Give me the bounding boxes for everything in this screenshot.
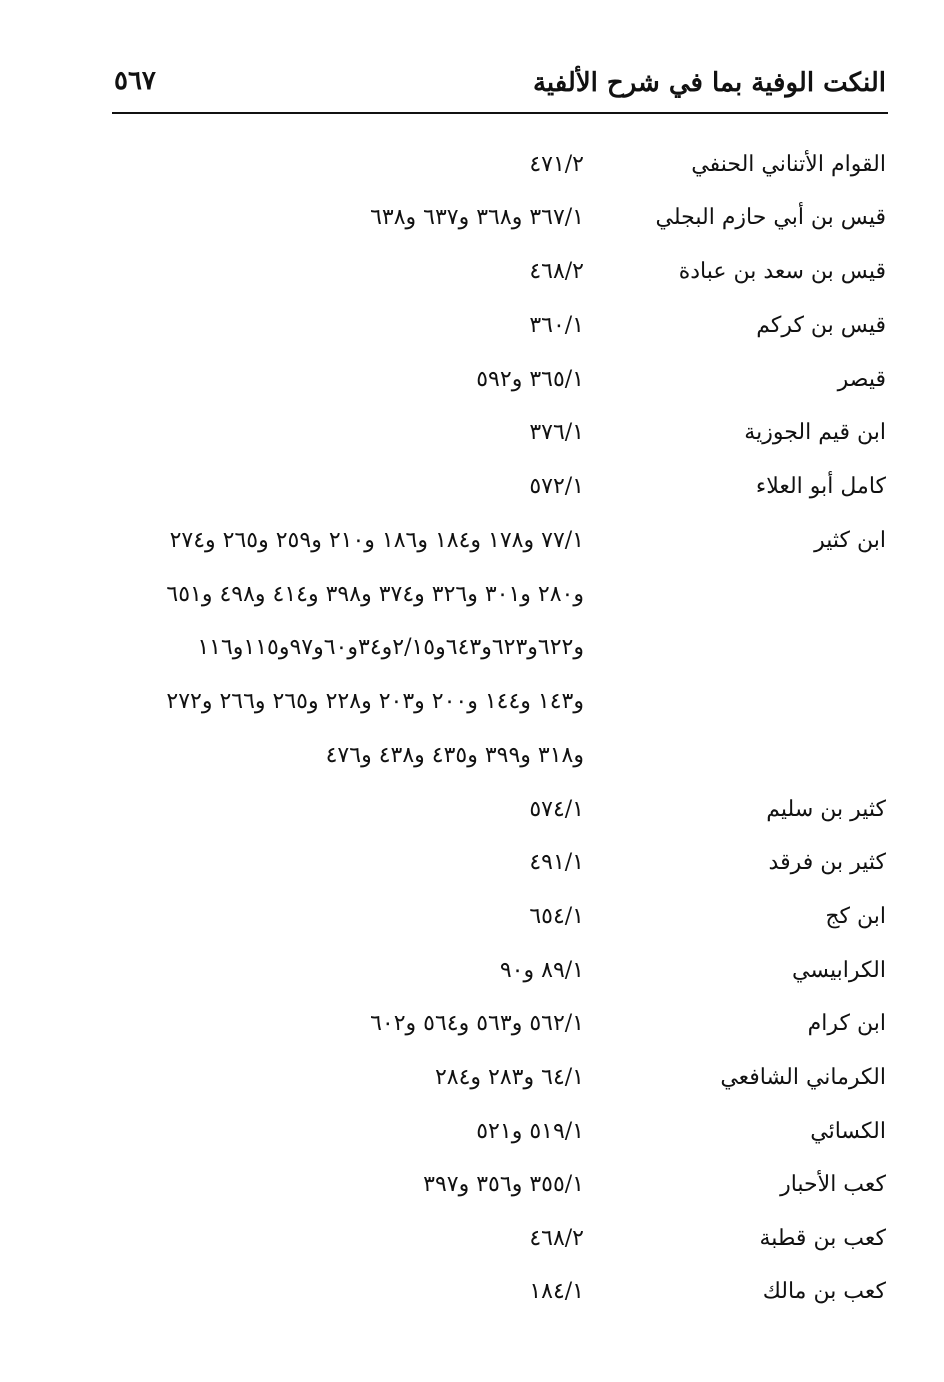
entry-references: و٦٢٢و٦٢٣و٦٤٣و٢/١٥و٣٤و٦٠و٩٧و١١٥و١١٦: [197, 635, 584, 660]
index-entry: [0, 474, 944, 514]
running-title: النكت الوفية بما في شرح الألفية: [532, 68, 886, 98]
entry-name: كامل أبو العلاء: [755, 474, 886, 499]
index-entry: [0, 1279, 944, 1319]
index-entry-continuation: [0, 743, 944, 783]
entry-name: الكرابيسي: [792, 958, 886, 983]
entry-references: و٢٨٠ و٣٠١ و٣٢٦ و٣٧٤ و٣٩٨ و٤١٤ و٤٩٨ و٦٥١: [166, 582, 584, 607]
index-entry: [0, 1119, 944, 1159]
index-entry: [0, 259, 944, 299]
index-entry: [0, 367, 944, 407]
entry-name: ابن قيم الجوزية: [744, 420, 886, 445]
entry-references: ٤٦٨/٢: [529, 1226, 584, 1251]
entry-name: قيس بن كركم: [756, 313, 886, 338]
index-entry: [0, 904, 944, 944]
index-entry: [0, 313, 944, 353]
entry-references: ٥١٩/١ و٥٢١: [476, 1119, 584, 1144]
entry-references: ٤٧١/٢: [529, 152, 584, 177]
entry-name: القوام الأتناني الحنفي: [691, 152, 886, 177]
page-number: ٥٦٧: [114, 66, 156, 96]
index-entry: [0, 797, 944, 837]
entry-references: ٥٧٢/١: [529, 474, 584, 499]
entry-references: ٥٧٤/١: [529, 797, 584, 822]
entry-name: الكرماني الشافعي: [720, 1065, 886, 1090]
index-entry: [0, 420, 944, 460]
entry-references: ٤٩١/١: [529, 850, 584, 875]
entry-references: ٣٧٦/١: [529, 420, 584, 445]
entry-name: قيس بن أبي حازم البجلي: [655, 205, 886, 230]
index-entry: [0, 152, 944, 192]
entry-references: ٣٦٥/١ و٥٩٢: [476, 367, 584, 392]
entry-references: ١٨٤/١: [529, 1279, 584, 1304]
entry-name: قيصر: [837, 367, 886, 392]
entry-references: و١٤٣ و١٤٤ و٢٠٠ و٢٠٣ و٢٢٨ و٢٦٥ و٢٦٦ و٢٧٢: [166, 689, 584, 714]
entry-references: ٦٥٤/١: [529, 904, 584, 929]
entry-references: ٣٦٧/١ و٣٦٨ و٦٣٧ و٦٣٨: [370, 205, 584, 230]
entry-name: ابن كثير: [814, 528, 886, 553]
entry-name: قيس بن سعد بن عبادة: [678, 259, 886, 284]
index-entry-continuation: [0, 635, 944, 675]
entry-references: ٥٦٢/١ و٥٦٣ و٥٦٤ و٦٠٢: [370, 1011, 584, 1036]
index-entry: [0, 1172, 944, 1212]
entry-references: ٣٥٥/١ و٣٥٦ و٣٩٧: [423, 1172, 584, 1197]
index-entry: [0, 528, 944, 568]
entry-name: الكسائي: [810, 1119, 886, 1144]
index-entry-continuation: [0, 582, 944, 622]
entry-name: كعب الأحبار: [780, 1172, 886, 1197]
index-entry: [0, 1226, 944, 1266]
entry-name: كعب بن مالك: [762, 1279, 886, 1304]
index-entry-continuation: [0, 689, 944, 729]
entry-references: ٤٦٨/٢: [529, 259, 584, 284]
entry-references: ٦٤/١ و٢٨٣ و٢٨٤: [434, 1065, 584, 1090]
entry-name: ابن كج: [825, 904, 886, 929]
entry-references: ٣٦٠/١: [529, 313, 584, 338]
entry-references: و٣١٨ و٣٩٩ و٤٣٥ و٤٣٨ و٤٧٦: [325, 743, 584, 768]
index-entry: [0, 850, 944, 890]
index-entry: [0, 1065, 944, 1105]
entry-references: ٧٧/١ و١٧٨ و١٨٤ و١٨٦ و٢١٠ و٢٥٩ و٢٦٥ و٢٧٤: [169, 528, 584, 553]
entry-name: كثير بن سليم: [766, 797, 886, 822]
entry-name: كعب بن قطبة: [759, 1226, 886, 1251]
index-entry: [0, 1011, 944, 1051]
index-entry: [0, 205, 944, 245]
entry-name: كثير بن فرقد: [768, 850, 886, 875]
index-entry: [0, 958, 944, 998]
entry-name: ابن كرام: [807, 1011, 886, 1036]
entry-references: ٨٩/١ و٩٠: [499, 958, 584, 983]
